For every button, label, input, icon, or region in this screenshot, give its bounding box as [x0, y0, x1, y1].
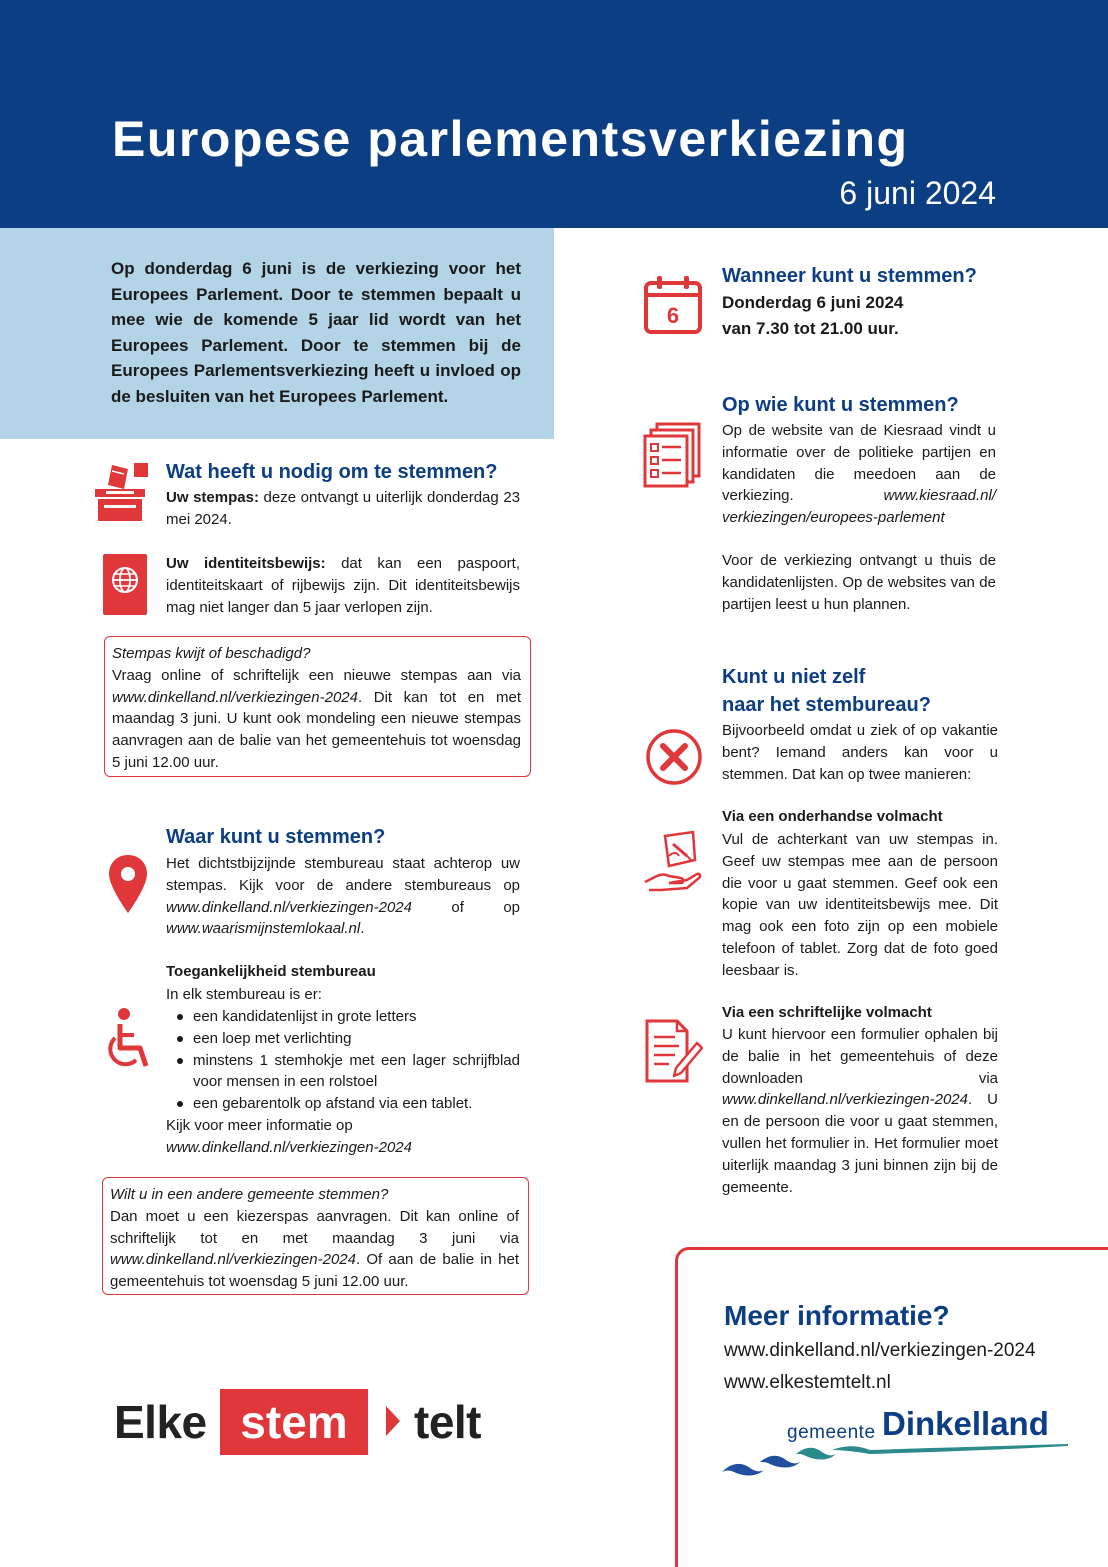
id-label: Uw identiteitsbewijs:: [166, 555, 326, 572]
list-item: een kandidatenlijst in grote letters: [166, 1006, 520, 1028]
list-item: een loep met verlichting: [166, 1028, 520, 1050]
written-text2: . U en de persoon die voor u gaat stemmen, vullen het formulier in. Het formulier moet uiterlijk maandag 3 juni binnen zijn bij de gemeente.: [722, 1091, 998, 1196]
accessibility-more-text: Kijk voor meer informatie op: [166, 1117, 353, 1134]
more-info-heading: Meer informatie?: [724, 1300, 950, 1331]
wheelchair-icon: [106, 1008, 152, 1079]
page-title: Europese parlementsverkiezing: [112, 111, 909, 167]
written-proxy-heading: Via een schriftelijke volmacht: [722, 1004, 932, 1021]
ballot-box-icon: [90, 461, 150, 528]
logo-stem-box: [220, 1389, 368, 1455]
lost-stempas-box: [104, 636, 531, 777]
accessibility-list: [166, 1006, 520, 1115]
passport-icon: [103, 554, 147, 620]
lost-box-title: Stempas kwijt of beschadigd?: [112, 645, 311, 662]
logo-word-telt: telt: [414, 1396, 481, 1448]
who-text1: Op de website van de Kiesraad vindt u informatie over de politieke partijen en kandidaten die meedoen aan de verkiezing.: [722, 422, 996, 505]
proxy-heading-line2: naar het stembureau?: [722, 694, 931, 716]
logo-word-stem: stem: [240, 1396, 348, 1448]
id-text: [166, 553, 520, 618]
logo-word-elke: Elke: [114, 1396, 207, 1448]
accessibility-more: [166, 1115, 520, 1159]
logo-arrow-icon: [386, 1406, 400, 1436]
hand-pen-icon: [643, 830, 703, 897]
id-description: dat kan een paspoort, identiteitskaart of rijbewijs zijn. Dit identiteitsbewijs mag niet langer dan 5 jaar verlopen zijn.: [166, 555, 520, 616]
who-text2: Voor de verkiezing ontvangt u thuis de kandidatenlijsten. Op de websites van de partijen leest u hun plannen.: [722, 552, 996, 613]
where-text: [166, 853, 520, 940]
more-info-link1[interactable]: www.dinkelland.nl/verkiezingen-2024: [724, 1340, 1036, 1361]
form-pen-icon: [645, 1019, 703, 1088]
private-proxy-text: Vul de achterkant van uw stempas in. Geef uw stempas mee aan de persoon die voor u gaat stemmen. Geef ook een kopie van uw identiteitsbewijs mee. Dit mag ook een foto zijn op een mobiele telefoon of tablet. Zorg dat de foto goed leesbaar is.: [722, 831, 998, 979]
accessibility-heading: Toegankelijkheid stembureau: [166, 963, 376, 980]
where-link2[interactable]: www.waarismijnstemlokaal.nl: [166, 920, 361, 938]
where-heading: Waar kunt u stemmen?: [166, 826, 386, 848]
stempas-label: Uw stempas:: [166, 489, 259, 506]
where-text1: Het dichtstbijzijnde stembureau staat achterop uw stempas. Kijk voor de andere stembureaus op: [166, 855, 520, 894]
municipality-name: Dinkelland: [882, 1405, 1049, 1442]
stempas-text: [166, 487, 520, 531]
cross-circle-icon: [645, 728, 703, 791]
when-heading: Wanneer kunt u stemmen?: [722, 265, 977, 287]
waves-icon: [720, 1440, 1070, 1485]
other-municipality-box: [102, 1177, 529, 1295]
location-pin-icon: [109, 855, 147, 918]
calendar-day: 6: [666, 303, 680, 328]
where-text2: of op: [411, 898, 520, 916]
where-text3: .: [360, 920, 365, 938]
written-text1: U kunt hiervoor een formulier ophalen bij de balie in het gemeentehuis of deze downloaden via: [722, 1026, 998, 1087]
other-box-text2: . Of aan de balie in het gemeentehuis tot woensdag 5 juni 12.00 uur.: [110, 1251, 519, 1291]
candidate-list-icon: [643, 422, 703, 493]
accessibility-link[interactable]: www.dinkelland.nl/verkiezingen-2024: [166, 1138, 412, 1156]
who-text: [722, 420, 996, 529]
intro-text: Op donderdag 6 juni is de verkiezing voor het Europees Parlement. Door te stemmen bepaalt u mee wie de komende 5 jaar lid wordt van het Europees Parlement. Door te stemmen bij de Europees Parlementsverkiezing heeft u invloed op de besluiten van het Europees Parlement.: [111, 259, 521, 406]
private-proxy-heading: Via een onderhandse volmacht: [722, 808, 943, 825]
calendar-icon: [643, 275, 703, 340]
what-needed-heading: Wat heeft u nodig om te stemmen?: [166, 461, 498, 483]
proxy-text: Bijvoorbeeld omdat u ziek of op vakantie bent? Iemand anders kan voor u stemmen. Dat kan op twee manieren:: [722, 722, 998, 783]
accessibility-intro: In elk stembureau is er:: [166, 986, 322, 1003]
other-box-link[interactable]: www.dinkelland.nl/verkiezingen-2024: [110, 1251, 356, 1269]
election-date: 6 juni 2024: [839, 175, 996, 211]
other-box-text1: Dan moet u een kiezerspas aanvragen. Dit kan online of schriftelijk tot en met maandag 3 juni via: [110, 1207, 519, 1247]
list-item: een gebarentolk op afstand via een tablet.: [166, 1093, 520, 1115]
list-item: minstens 1 stemhokje met een lager schrijfblad voor mensen in een rolstoel: [166, 1050, 520, 1094]
who-link[interactable]: www.kiesraad.nl/ verkiezingen/europees-parlement: [722, 487, 996, 527]
lost-box-text1: Vraag online of schriftelijk een nieuwe stempas aan via: [112, 666, 521, 684]
page-header: [0, 0, 1108, 228]
lost-box-link[interactable]: www.dinkelland.nl/verkiezingen-2024: [112, 688, 358, 706]
stempas-description: deze ontvangt u uiterlijk donderdag 23 mei 2024.: [166, 489, 520, 528]
when-line2: van 7.30 tot 21.00 uur.: [722, 319, 899, 338]
lost-box-text2: . Dit kan tot en met maandag 3 juni. U kunt ook mondeling een nieuwe stempas aanvragen aan de balie van het gemeentehuis tot woensdag 5 juni 12.00 uur.: [112, 688, 521, 771]
intro-panel: [0, 228, 554, 439]
where-link1[interactable]: www.dinkelland.nl/verkiezingen-2024: [166, 898, 412, 916]
other-box-title: Wilt u in een andere gemeente stemmen?: [110, 1186, 389, 1203]
municipality-prefix: gemeente: [787, 1422, 876, 1443]
when-line1: Donderdag 6 juni 2024: [722, 293, 904, 312]
who-heading: Op wie kunt u stemmen?: [722, 394, 959, 416]
proxy-heading-line1: Kunt u niet zelf: [722, 666, 866, 688]
written-proxy-text: [722, 1024, 998, 1198]
written-link[interactable]: www.dinkelland.nl/verkiezingen-2024: [722, 1091, 968, 1109]
more-info-link2[interactable]: www.elkestemtelt.nl: [724, 1372, 891, 1393]
